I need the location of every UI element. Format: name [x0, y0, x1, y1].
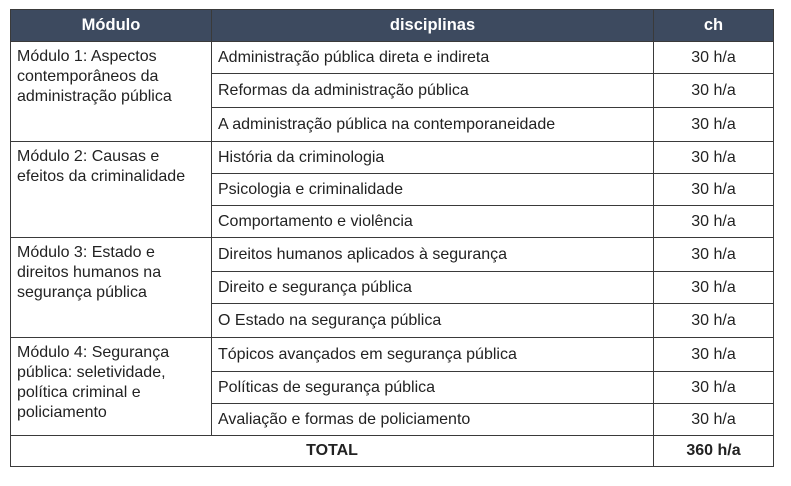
discipline-ch: 30 h/a: [654, 108, 774, 142]
table-row: [11, 338, 774, 372]
discipline-ch: 30 h/a: [654, 42, 774, 74]
discipline-title: Psicologia e criminalidade: [212, 174, 654, 206]
discipline-title: Reformas da administração pública: [212, 74, 654, 108]
discipline-ch: 30 h/a: [654, 338, 774, 372]
discipline-title: Direitos humanos aplicados à segurança: [212, 238, 654, 272]
discipline-ch: 30 h/a: [654, 74, 774, 108]
header-row: [11, 10, 774, 42]
module-2-name: Módulo 2: Causas e efeitos da criminalidade: [11, 142, 212, 238]
table-row: [11, 142, 774, 174]
header-modulo: Módulo: [11, 10, 212, 42]
module-3-name: Módulo 3: Estado e direitos humanos na segurança pública: [11, 238, 212, 338]
curriculum-table-wrapper: [10, 9, 774, 467]
discipline-title: Tópicos avançados em segurança pública: [212, 338, 654, 372]
total-row: [11, 436, 774, 467]
table-row: [11, 42, 774, 74]
discipline-title: O Estado na segurança pública: [212, 304, 654, 338]
discipline-ch: 30 h/a: [654, 142, 774, 174]
module-1-name: Módulo 1: Aspectos contemporâneos da administração pública: [11, 42, 212, 142]
discipline-title: História da criminologia: [212, 142, 654, 174]
discipline-ch: 30 h/a: [654, 174, 774, 206]
discipline-ch: 30 h/a: [654, 304, 774, 338]
discipline-title: Administração pública direta e indireta: [212, 42, 654, 74]
curriculum-table: [10, 9, 774, 467]
header-ch: ch: [654, 10, 774, 42]
discipline-ch: 30 h/a: [654, 372, 774, 404]
discipline-title: A administração pública na contemporaneidade: [212, 108, 654, 142]
discipline-ch: 30 h/a: [654, 238, 774, 272]
discipline-title: Comportamento e violência: [212, 206, 654, 238]
table-row: [11, 238, 774, 272]
module-4-name: Módulo 4: Segurança pública: seletividade, política criminal e policiamento: [11, 338, 212, 436]
discipline-title: Avaliação e formas de policiamento: [212, 404, 654, 436]
total-label: TOTAL: [11, 436, 654, 467]
discipline-ch: 30 h/a: [654, 404, 774, 436]
total-value: 360 h/a: [654, 436, 774, 467]
discipline-ch: 30 h/a: [654, 272, 774, 304]
discipline-title: Direito e segurança pública: [212, 272, 654, 304]
header-disciplinas: disciplinas: [212, 10, 654, 42]
discipline-ch: 30 h/a: [654, 206, 774, 238]
discipline-title: Políticas de segurança pública: [212, 372, 654, 404]
